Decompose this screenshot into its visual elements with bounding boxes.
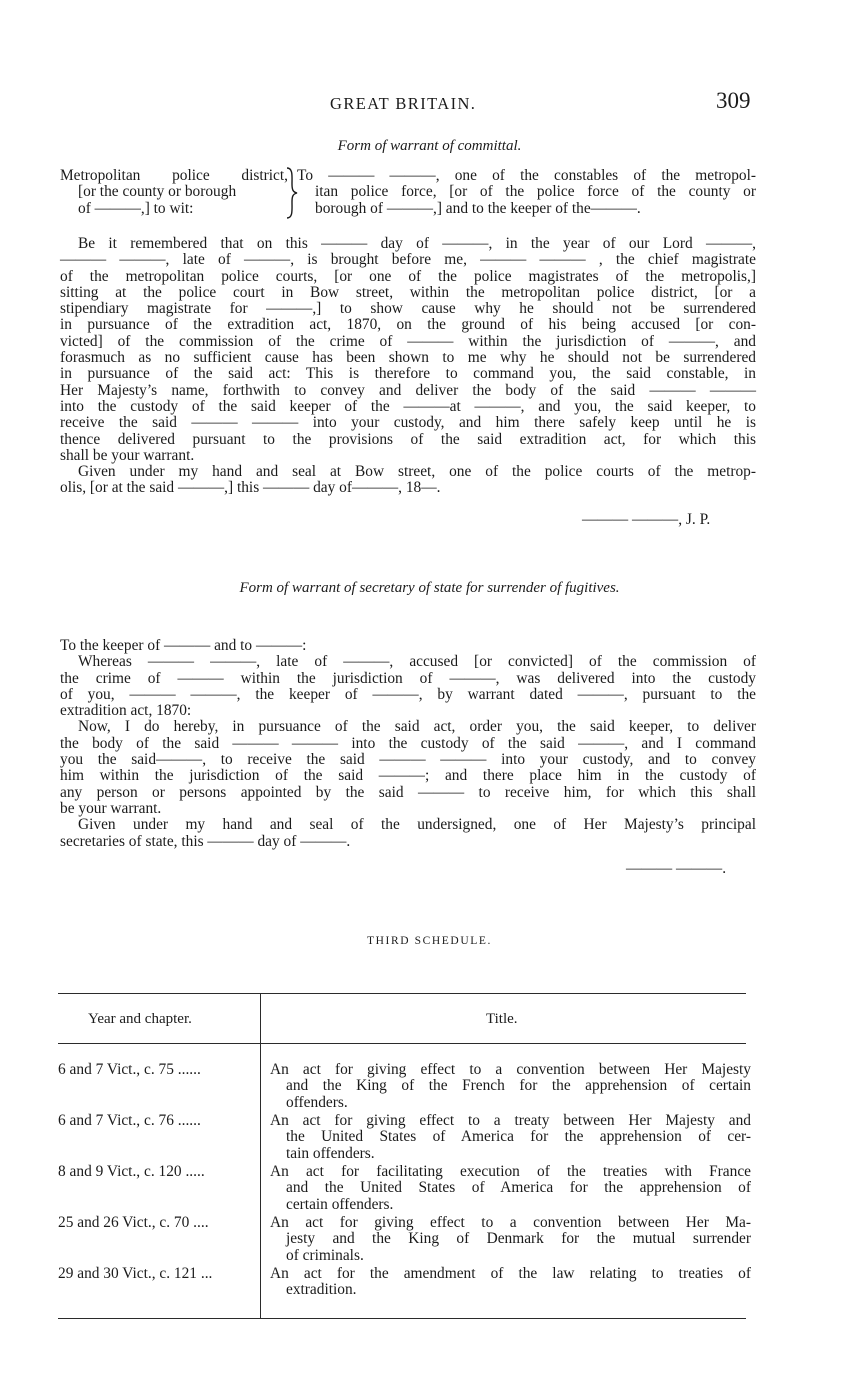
surrender-signature [626,860,726,878]
title-line: An act for facilitating execution of the treaties with France [270,1163,751,1180]
title-line: the United States of America for the apprehension of cer- [286,1128,751,1146]
body-line: of the metropolitan police courts, [or one of the police magistrates of the metropolis,] [60,267,756,285]
address-line: To ——— ———, one of the constables of the metropol- [297,167,756,184]
table-row [58,1062,758,1112]
title-line: An act for giving effect to a convention between Her Majesty [270,1061,751,1078]
title-cell [270,1215,751,1264]
body-line: victed] of the commission of the crime of ——— within the jurisdiction of ———, and [60,332,756,350]
title-cell [270,1164,751,1213]
whereas-line: the crime of ——— within the jurisdiction of ———, was delivered into the custody [60,669,756,687]
year-chapter-cell: 6 and 7 Vict., c. 75 ...... [58,1062,201,1078]
signature-text: ——— ———. [626,860,727,877]
table-top-rule [58,993,746,994]
whereas-line: extradition act, 1870: [60,702,192,720]
body-line: Be it remembered that on this ——— day of ———, in the year of our Lord ———, [78,235,756,252]
schedule-title: THIRD SCHEDULE. [367,935,492,947]
table-bottom-rule [58,1318,746,1319]
venue-line: [or the county or borough [78,183,237,201]
body-line: in pursuance of the said act: This is therefore to command you, the said constable, in [60,365,756,383]
address-line: itan police force, [or of the police force of the county or [315,183,756,201]
title-cell [270,1266,751,1299]
body-line: Her Majesty’s name, forthwith to convey and deliver the body of the said ——— ——— [60,381,756,399]
year-chapter-cell: 8 and 9 Vict., c. 120 ..... [58,1164,205,1180]
title-line: offenders. [286,1093,348,1111]
given-line: Given under my hand and seal of the undersigned, one of Her Majesty’s principal [78,816,756,834]
title-line: extradition. [286,1281,357,1299]
body-line: shall be your warrant. [60,446,195,464]
title-line: tain offenders. [286,1144,375,1162]
title-line: An act for the amendment of the law relating to treaties of [270,1265,751,1282]
order-line: you the said———, to receive the said ——— ——— into your custody, and to convey [60,751,756,769]
venue-line: of ———,] to wit: [78,199,194,217]
whereas-line: Whereas ——— ———, late of ———, accused [or convicted] of the commission of [78,653,756,671]
body-line: into the custody of the said keeper of the ———at ———, and you, the said keeper, to [60,397,756,415]
title-line: jesty and the King of Denmark for the mutual surrender [286,1230,751,1248]
order-line: him within the jurisdiction of the said ———; and there place him in the custody of [60,767,756,785]
whereas-line: of you, ——— ———, the keeper of ———, by warrant dated ———, pursuant to the [60,685,756,703]
table-row [58,1266,758,1302]
committal-venue [60,168,288,217]
address-line: borough of ———,] and to the keeper of the———. [315,199,641,217]
title-line: certain offenders. [286,1195,394,1213]
column-header-year: Year and chapter. [88,1011,192,1027]
body-line: receive the said ——— ——— into your custody, and him there safely keep until he is [60,414,756,432]
committal-signature [582,511,710,529]
table-row [58,1113,758,1163]
committal-caption: Form of warrant of committal. [337,138,522,154]
body-line: in pursuance of the extradition act, 1870, on the ground of his being accused [or con- [60,316,756,334]
year-chapter-cell: 6 and 7 Vict., c. 76 ...... [58,1113,201,1129]
committal-body [60,236,756,497]
title-line: and the King of the French for the apprehension of certain [286,1077,751,1095]
running-head-title: GREAT BRITAIN. [330,94,477,113]
title-cell [270,1113,751,1162]
committal-address [297,168,756,217]
order-line: the body of the said ——— ——— into the custody of the said ———, and I command [60,734,756,752]
title-line: An act for giving effect to a treaty between Her Majesty and [270,1112,751,1129]
running-head [0,90,859,120]
given-line: olis, [or at the said ———,] this ——— day of———, 18—. [60,479,441,497]
year-chapter-cell: 29 and 30 Vict., c. 121 ... [58,1266,213,1282]
order-line: any person or persons appointed by the said ——— to receive him, for which this shall [60,783,756,801]
table-row [58,1164,758,1214]
given-line: Given under my hand and seal at Bow street, one of the police courts of the metrop- [78,463,756,481]
given-line: secretaries of state, this ——— day of ———. [60,832,351,850]
order-line: Now, I do hereby, in pursuance of the said act, order you, the said keeper, to deliver [78,718,756,736]
column-header-title: Title. [486,1011,518,1027]
title-line: of criminals. [286,1246,364,1264]
order-line: be your warrant. [60,799,162,817]
venue-line: Metropolitan police district, [60,167,288,184]
table-header-rule [58,1043,746,1044]
surrender-caption: Form of warrant of secretary of state for surrender of fugitives. [239,580,620,596]
body-line: forasmuch as no sufficient cause has been shown to me why he should not be surrendered [60,349,756,367]
body-line: sitting at the police court in Bow street, within the metropolitan police district, [or a [60,283,756,301]
surrender-body [60,638,756,850]
table-row [58,1215,758,1265]
year-chapter-cell: 25 and 26 Vict., c. 70 .... [58,1215,209,1231]
body-line: stipendiary magistrate for ———,] to show cause why he should not be surrendered [60,300,756,318]
signature-text: ——— ———, J. P. [582,511,711,528]
salutation-line: To the keeper of ——— and to ———: [60,637,307,654]
title-line: and the United States of America for the apprehension of [286,1179,751,1197]
title-cell [270,1062,751,1111]
body-line: thence delivered pursuant to the provisions of the said extradition act, for which this [60,430,756,448]
body-line: ——— ———, late of ———, is brought before me, ——— ——— , the chief magistrate [60,251,756,269]
page-number: 309 [716,88,751,113]
title-line: An act for giving effect to a convention between Her Ma- [270,1214,751,1231]
